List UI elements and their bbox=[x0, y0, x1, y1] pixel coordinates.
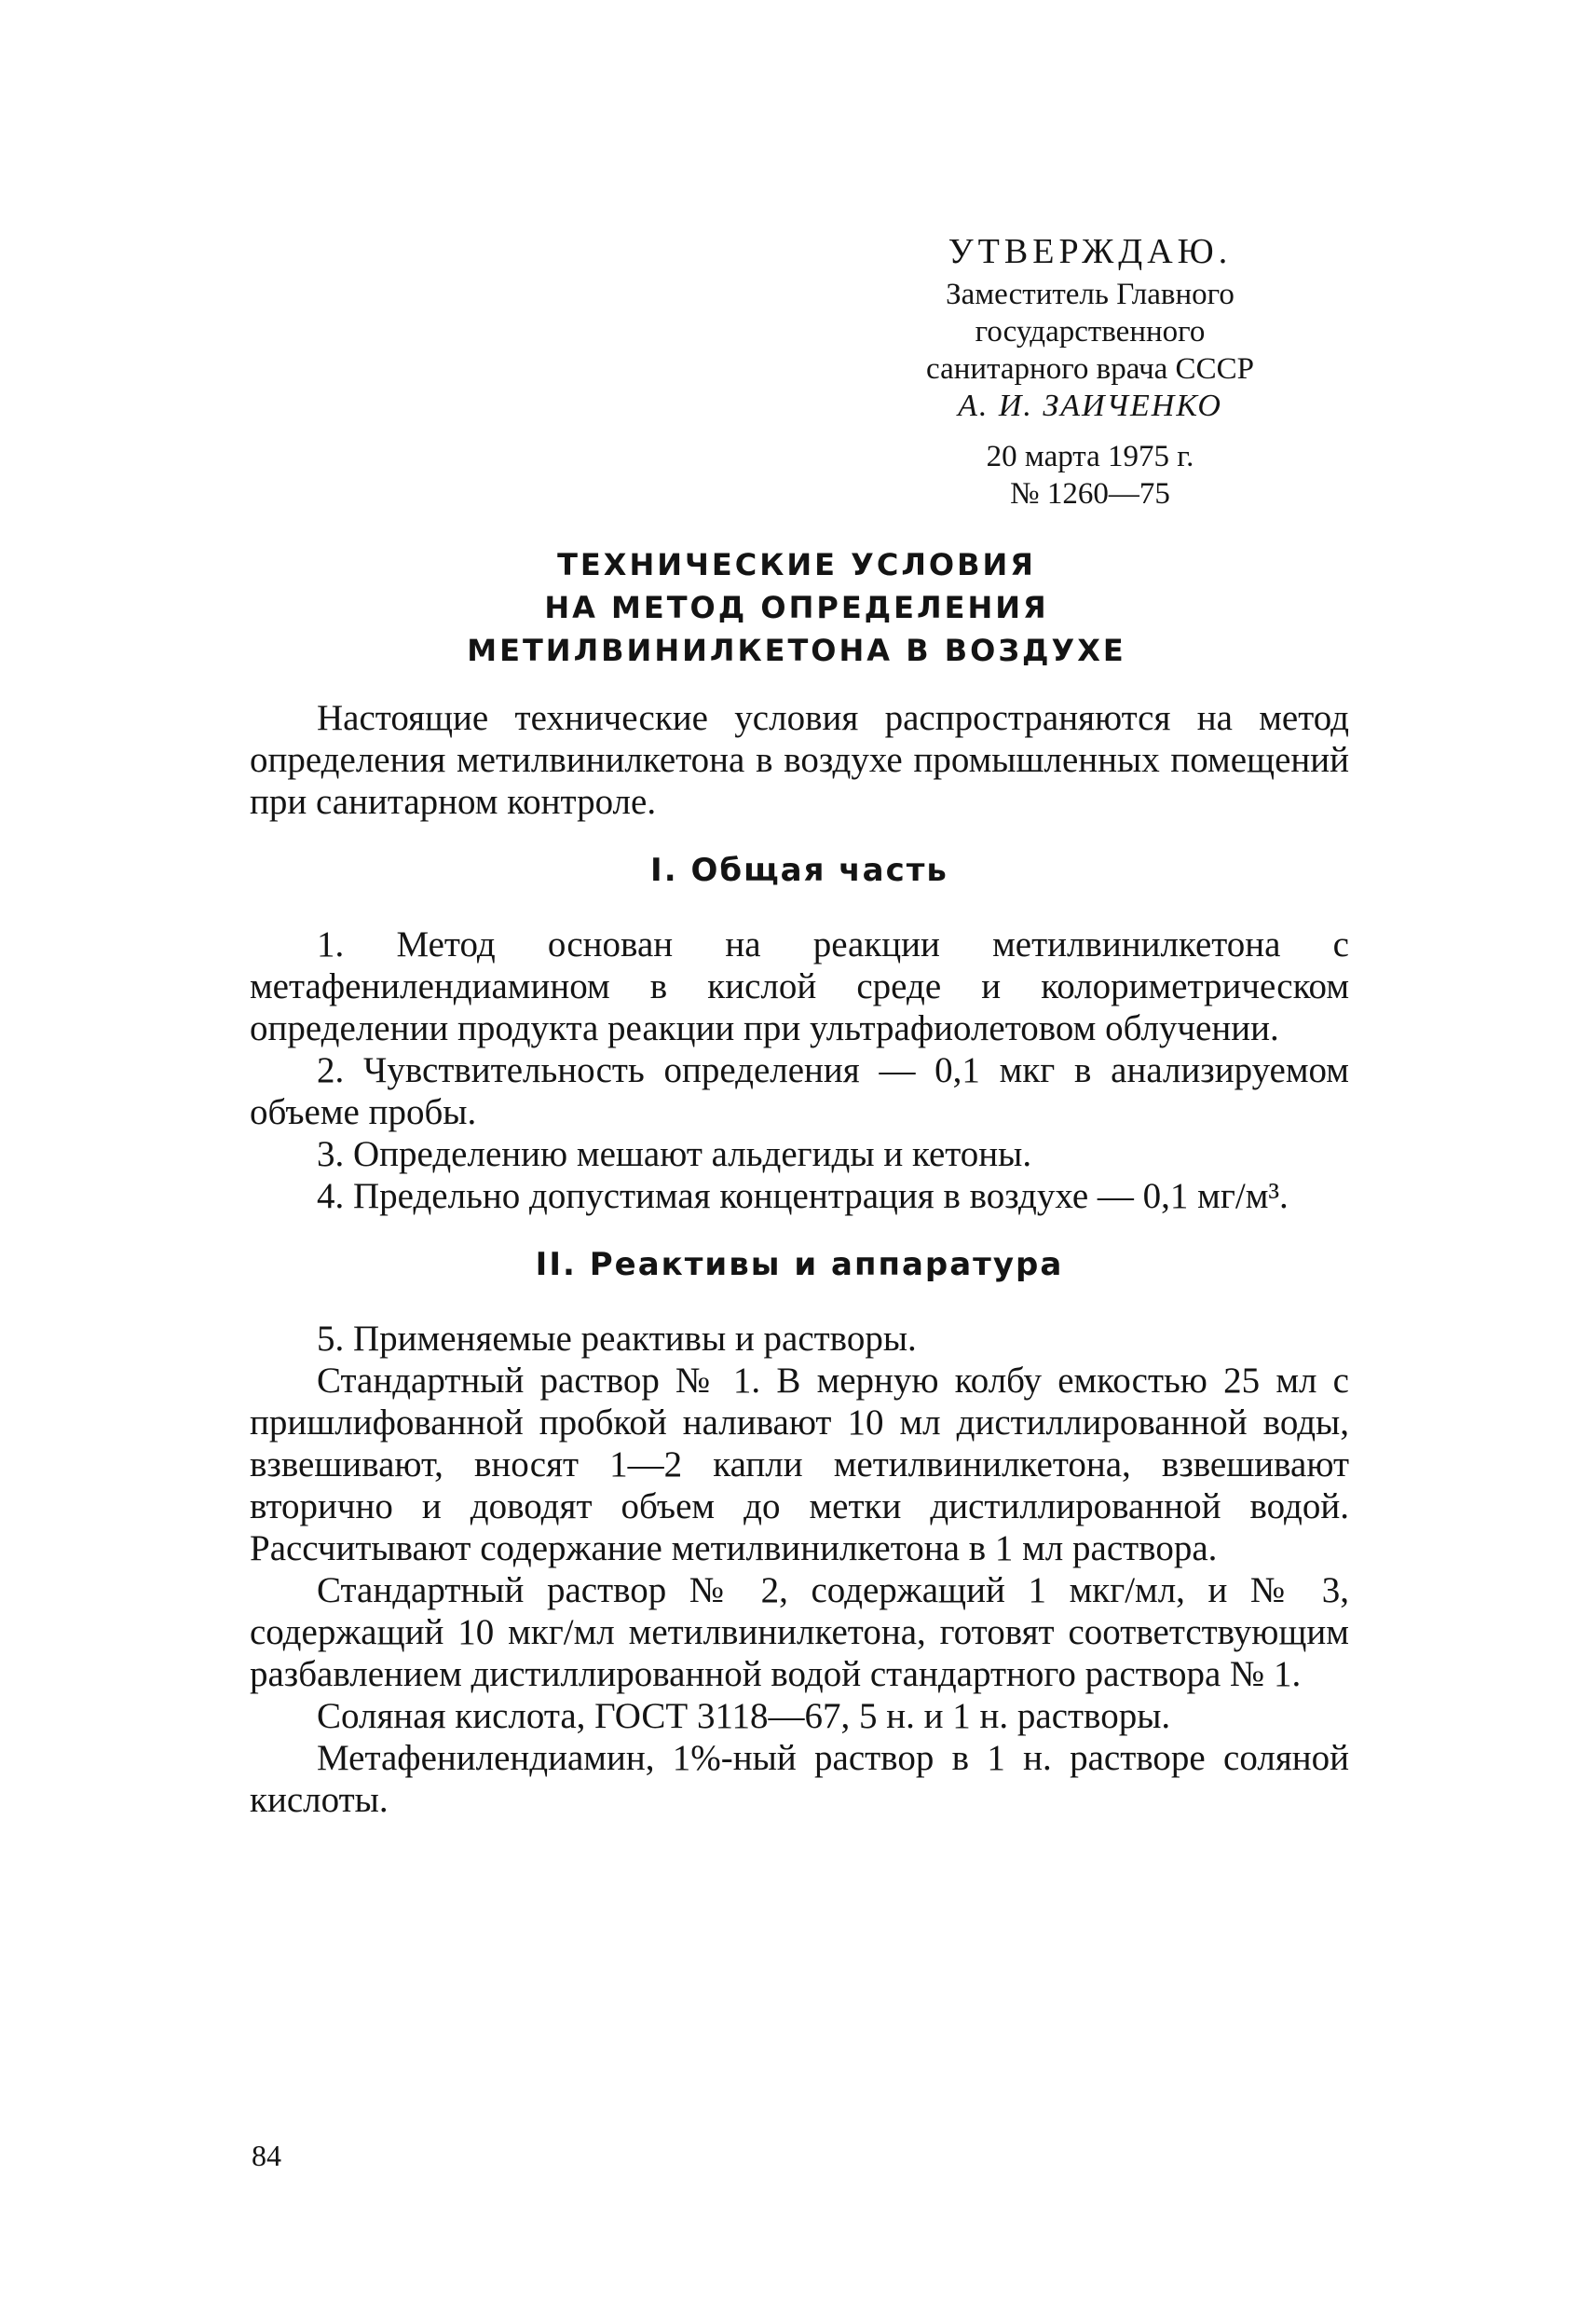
section-2-paragraph: 5. Применяемые реактивы и растворы. bbox=[317, 1319, 917, 1359]
section-2-paragraph: Стандартный раствор № 2, содержащий 1 мкг/мл, и № 3, содержащий 10 мкг/мл метилвинилкетона, готовят соответствующим разбавлением дистиллированной водой стандартного раствора № 1. bbox=[250, 1570, 1349, 1694]
approval-date: 20 марта 1975 г. bbox=[986, 440, 1194, 473]
approval-position-line-1: Заместитель Главного bbox=[946, 278, 1235, 311]
section-2-paragraph: Соляная кислота, ГОСТ 3118—67, 5 н. и 1 н. растворы. bbox=[317, 1696, 1171, 1736]
intro-paragraph: Настоящие технические условия распространяются на метод определения метилвинилкетона в воздухе промышленных помещений при санитарном контроле. bbox=[250, 698, 1349, 822]
title-line-1: ТЕХНИЧЕСКИЕ УСЛОВИЯ bbox=[557, 547, 1036, 582]
title-line-3: МЕТИЛВИНИЛКЕТОНА В ВОЗДУХЕ bbox=[467, 633, 1126, 668]
page-number: 84 bbox=[252, 2139, 281, 2172]
document-title bbox=[261, 543, 1332, 672]
section-1-paragraph: 3. Определению мешают альдегиды и кетоны. bbox=[317, 1134, 1032, 1174]
approval-position-line-2: государственного bbox=[975, 315, 1206, 349]
approval-stamp bbox=[894, 233, 1286, 513]
title-line-2: НА МЕТОД ОПРЕДЕЛЕНИЯ bbox=[544, 590, 1049, 625]
section-1-heading: I. Общая часть bbox=[650, 852, 948, 889]
section-1-paragraph: 4. Предельно допустимая концентрация в воздухе — 0,1 мг/м³. bbox=[317, 1176, 1289, 1216]
approval-heading: УТВЕРЖДАЮ. bbox=[948, 232, 1233, 271]
section-2-paragraph: Метафенилендиамин, 1%-ный раствор в 1 н. растворе соляной кислоты. bbox=[250, 1738, 1349, 1820]
section-2-heading: II. Реактивы и аппаратура bbox=[535, 1246, 1064, 1283]
document-body bbox=[250, 697, 1349, 1821]
section-2-paragraph: Стандартный раствор № 1. В мерную колбу емкостью 25 мл с пришлифованной пробкой наливают 10 мл дистиллированной воды, взвешивают, вносят 1—2 капли метилвинилкетона, взвешивают вторично и доводят объем до метки дистиллированной водой. Рассчитывают содержание метилвинилкетона в 1 мл раствора. bbox=[250, 1361, 1349, 1568]
approval-position-line-3: санитарного врача СССР bbox=[926, 352, 1254, 386]
section-1-paragraph: 1. Метод основан на реакции метилвинилкетона с метафенилендиамином в кислой среде и колориметрическом определении продукта реакции при ультрафиолетовом облучении. bbox=[250, 924, 1349, 1048]
approval-signer: А. И. ЗАИЧЕНКО bbox=[958, 389, 1222, 423]
approval-number: № 1260—75 bbox=[1010, 477, 1170, 511]
section-1-paragraph: 2. Чувствительность определения — 0,1 мкг в анализируемом объеме пробы. bbox=[250, 1050, 1349, 1132]
